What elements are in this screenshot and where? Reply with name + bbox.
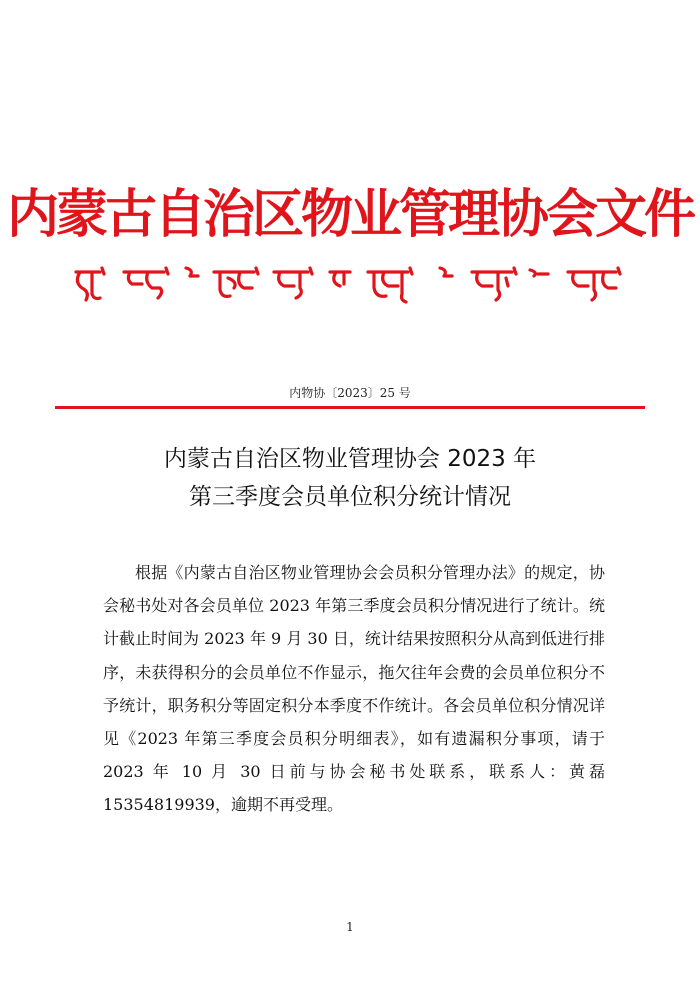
mongolian-word-4 xyxy=(214,268,258,296)
mongolian-word-5 xyxy=(274,268,312,298)
body-paragraph: 根据《内蒙古自治区物业管理协会会员积分管理办法》的规定，协会秘书处对各会员单位 2023 年第三季度会员积分情况进行了统计。统计截止时间为 2023 年 9 月 30 日，统计结果按照积分从高到低进行排序，未获得积分的会员单位不作显示，拖欠往年会费的会员单位积分不予统计，职务积分等固定积分本季度不作统计。各会员单位积分情况详见《2023 年第三季度会员积分明细表》，如有遗漏积分事项，请于 2023 年 10 月 30 日前与协会秘书处联系，联系人：黄磊 15354819939，逾期不再受理。 xyxy=(103,563,605,815)
document-number: 内物协〔2023〕25 号 xyxy=(289,386,411,400)
document-title xyxy=(0,440,700,516)
organization-title: 内蒙古自治区物业管理协会文件 xyxy=(6,184,693,245)
mongolian-word-9 xyxy=(472,268,516,300)
mongolian-word-7 xyxy=(368,268,412,302)
mongolian-word-11 xyxy=(568,268,620,300)
mongolian-word-2 xyxy=(124,268,168,298)
page-number: 1 xyxy=(346,920,354,934)
mongolian-word-8 xyxy=(440,268,452,276)
mongolian-word-1 xyxy=(76,268,104,300)
mongolian-word-3 xyxy=(186,268,198,276)
red-divider-line xyxy=(55,406,645,409)
document-title-line-1: 内蒙古自治区物业管理协会 2023 年 xyxy=(163,446,537,472)
document-title-line-2: 第三季度会员单位积分统计情况 xyxy=(189,484,511,510)
mongolian-script-title xyxy=(68,258,628,306)
mongolian-word-10 xyxy=(530,270,548,276)
mongolian-word-6 xyxy=(330,272,350,286)
